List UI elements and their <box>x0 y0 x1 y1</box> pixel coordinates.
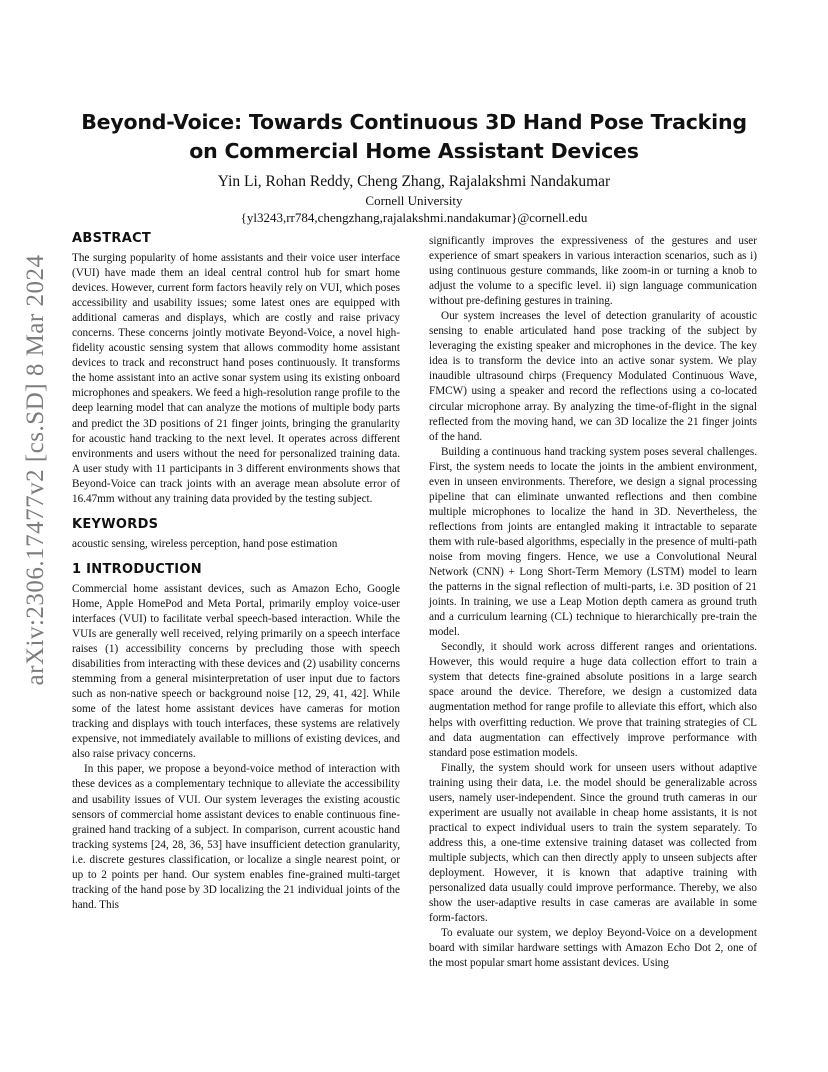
intro-paragraph-2: In this paper, we propose a beyond-voice method of interaction with these devices as a complementary technique to alleviate the accessibility and usability issues of VUI. Our system leverages the existing acoustic sensors of commercial home assistant devices to enable continuous fine-grained hand tracking of a subject. In comparison, current acoustic hand tracking systems [24, 28, 36, 53] have insufficient detection granularity, i.e. discrete gestures classification, or localize a single nearest point, or up to 2 points per hand. Our system enables fine-grained multi-target tracking of the hand pose by 3D localizing the 21 individual joints of the hand. This <box>72 763 400 911</box>
keywords-heading: KEYWORDS <box>72 516 159 532</box>
paper-header <box>72 108 756 226</box>
intro-paragraph-7: Finally, the system should work for unseen users without adaptive training using their data, i.e. the model should be generalizable across users, namely user-independent. Since the ground truth cameras in our experiment are usually not available in cheap home assistants, it is not practical to expect individual users to train the system separately. To address this, a one-time extensive training dataset was collected from multiple subjects, which can then directly apply to unseen subjects after deployment. However, it is known that adaptive training with personalized data usually could improve performance. Thereby, we also show the user-adaptive results in case cameras are available in some form-factors. <box>429 761 757 925</box>
right-column <box>429 234 757 971</box>
paper-title: Beyond-Voice: Towards Continuous 3D Hand Pose Tracking on Commercial Home Assistant Devices <box>81 110 747 163</box>
keywords-text: acoustic sensing, wireless perception, hand pose estimation <box>72 537 338 550</box>
abstract-heading: ABSTRACT <box>72 231 152 246</box>
intro-paragraph-3: significantly improves the expressiveness of the gestures and user experience of smart speakers in various interaction scenarios, such as i) using continuous gesture commands, like zoom-in or turning a knob to adjust the volume to a specific level. ii) sign language communication without pre-defining gestures in training. <box>429 235 757 308</box>
abstract-text: The surging popularity of home assistants and their voice user interface (VUI) have made them an ideal central control hub for smart home devices. However, current form factors heavily rely on VUI, which poses accessibility and usability issues; some latest ones are equipped with additional cameras and displays, which are costly and raise privacy concerns. These concerns jointly motivate Beyond-Voice, a novel high-fidelity acoustic sensing system that allows commodity home assistant devices to track and reconstruct hand poses continuously. It transforms the home assistant into an active sonar system using its existing onboard microphones and speakers. We feed a high-resolution range profile to the deep learning model that can analyze the motions of multiple body parts and predict the 3D positions of 21 finger joints, bringing the granularity for acoustic hand tracking to the next level. It operates across different environments and users without the need for personalized training data. A user study with 11 participants in 3 different environments shows that Beyond-Voice can track joints with an average mean absolute error of 16.47mm without any training data provided by the testing subject. <box>72 252 400 505</box>
intro-paragraph-1: Commercial home assistant devices, such as Amazon Echo, Google Home, Apple HomePod and Meta Portal, primarily employ voice-user interfaces (VUI) to facilitate verbal speech-based interaction. While the VUIs are generally well received, relying primarily on a speech interface raises (1) accessibility concerns by precluding those with speech disabilities from interacting with these devices and (2) usability concerns stemming from a general misinterpretation of user input due to factors such as non-native speech or background noise [12, 29, 41, 42]. While some of the latest home assistant devices have cameras for motion tracking and displays with touch interfaces, these systems are relatively expensive, not immediately available to millions of existing devices, and also raise privacy concerns. <box>72 582 400 761</box>
intro-paragraph-8: To evaluate our system, we deploy Beyond-Voice on a development board with similar hardware settings with Amazon Echo Dot 2, one of the most popular smart home assistant devices. Using <box>429 927 757 970</box>
author-list: Yin Li, Rohan Reddy, Cheng Zhang, Rajalakshmi Nandakumar <box>217 173 611 190</box>
arxiv-identifier: arXiv:2306.17477v2 [cs.SD] 8 Mar 2024 <box>22 254 49 686</box>
intro-paragraph-5: Building a continuous hand tracking system poses several challenges. First, the system needs to locate the joints in the ambient environment, even in unseen environments. Therefore, we design a signal processing pipeline that can eliminate unwanted reflections and then combine multiple microphones to localize the hand in 3D. Nevertheless, the reflections from joints are entangled making it intractable to separate them with rule-based algorithms, especially in the presence of multi-path noise from moving fingers. Hence, we use a Convolutional Neural Network (CNN) + Long Short-Term Memory (LSTM) model to learn the patterns in the signal reflection of multi-parts, i.e. 3D position of 21 joints. In training, we use a Leap Motion depth camera as ground truth and a curriculum learning (CL) technique to hierarchically pre-train the model. <box>429 445 757 639</box>
author-emails: {yl3243,rr784,chengzhang,rajalakshmi.nandakumar}@cornell.edu <box>240 210 588 225</box>
intro-paragraph-4: Our system increases the level of detection granularity of acoustic sensing to enable articulated hand pose tracking of the subject by leveraging the existing speaker and microphones in the device. The key idea is to transform the device into an active sonar system. We play inaudible ultrasound chirps (Frequency Modulated Continuous Wave, FMCW) using a speaker and record the reflections using a co-located circular microphone array. By analyzing the time-of-flight in the signal reflected from the moving hand, we can 3D localize the 21 finger joints of the hand. <box>429 310 757 443</box>
introduction-heading: 1 INTRODUCTION <box>72 561 202 577</box>
left-column <box>72 230 400 913</box>
affiliation: Cornell University <box>365 193 463 208</box>
intro-paragraph-6: Secondly, it should work across different ranges and orientations. However, this would require a huge data collection effort to train a system that detects fine-grained absolute positions in a large search space around the device. Therefore, we design a customized data augmentation method for range profile to alleviate this effort, which also helps with overfitting reduction. We prove that training strategies of CL and data augmentation can effectively improve performance with standard pose estimation models. <box>429 641 757 759</box>
arxiv-sidebar-stamp <box>14 240 58 700</box>
